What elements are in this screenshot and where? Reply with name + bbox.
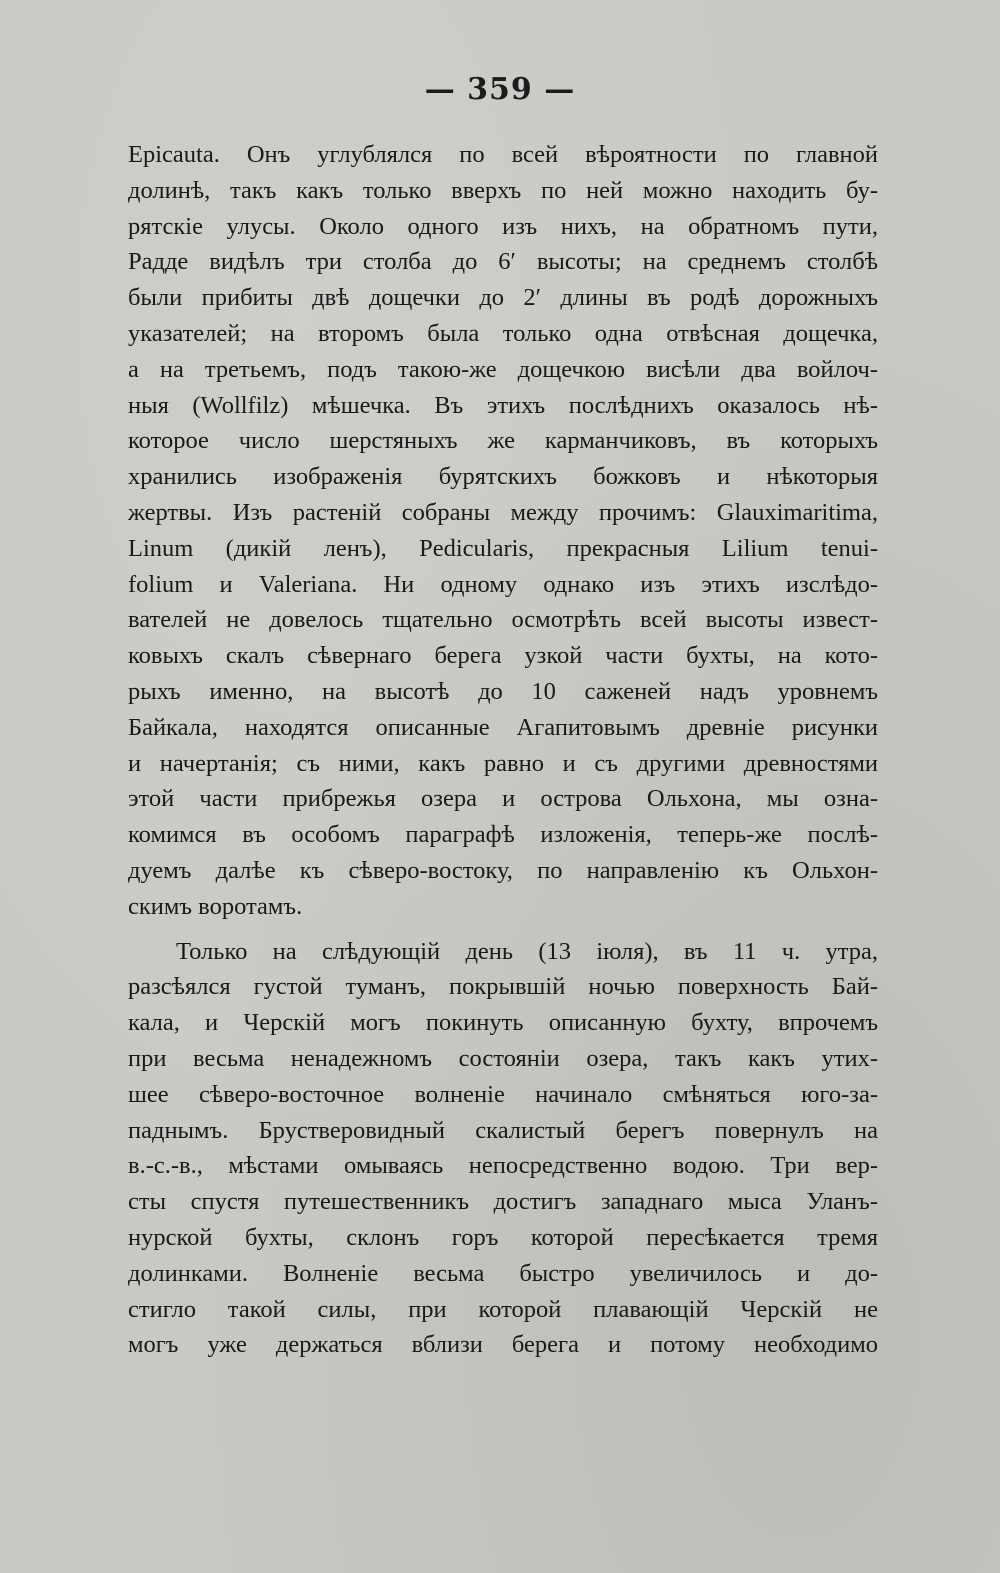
text-line: нурской бухты, склонъ горъ которой пересѣкается тремя <box>128 1223 878 1251</box>
text-line: кала, и Черскій могъ покинуть описанную бухту, впрочемъ <box>128 1009 878 1037</box>
text-line: при весьма ненадежномъ состояніи озера, такъ какъ утих- <box>128 1044 878 1072</box>
page-number: — 359 — <box>424 72 576 107</box>
text-line: вателей не довелось тщательно осмотрѣть всей высоты извест- <box>128 606 878 634</box>
text-line: дуемъ далѣе къ сѣверо-востоку, по направленію къ Ольхон- <box>128 856 878 884</box>
text-line: а на третьемъ, подъ такою-же дощечкою висѣли два войлоч- <box>128 355 878 383</box>
text-line: ныя (Wollfilz) мѣшечка. Въ этихъ послѣднихъ оказалось нѣ- <box>128 391 878 419</box>
text-line: Linum (дикій ленъ), Pedicularis, прекрасныя Lilium tenui- <box>128 534 878 562</box>
text-line: и начертанія; съ ними, какъ равно и съ другими древностями <box>128 749 878 777</box>
text-line: указателей; на второмъ была только одна отвѣсная дощечка, <box>128 319 878 347</box>
paragraph <box>128 137 878 925</box>
text-line: разсѣялся густой туманъ, покрывшій ночью поверхность Бай- <box>128 973 878 1001</box>
text-line: долинками. Волненіе весьма быстро увеличилось и до- <box>128 1259 878 1287</box>
text-line: Радде видѣлъ три столба до 6′ высоты; на среднемъ столбѣ <box>128 248 878 276</box>
text-line: folium и Valeriana. Ни одному однако изъ этихъ изслѣдо- <box>128 570 878 598</box>
text-line: Epicauta. Онъ углублялся по всей вѣроятности по главной <box>128 141 878 168</box>
text-line: комимся въ особомъ параграфѣ изложенія, теперь-же послѣ- <box>128 821 878 849</box>
text-line: этой части прибрежья озера и острова Ольхона, мы озна- <box>128 785 878 813</box>
body-text <box>128 137 878 1363</box>
text-line: паднымъ. Брустверовидный скалистый берегъ повернулъ на <box>128 1116 878 1144</box>
text-line: в.-с.-в., мѣстами омываясь непосредственно водою. Три вер- <box>128 1152 878 1180</box>
text-line: сты спустя путешественникъ достигъ западнаго мыса Уланъ- <box>128 1188 878 1216</box>
text-line: стигло такой силы, при которой плавающій Черскій не <box>128 1295 878 1323</box>
text-line: долинѣ, такъ какъ только вверхъ по ней можно находить бу- <box>128 176 878 204</box>
text-line: рыхъ именно, на высотѣ до 10 саженей надъ уровнемъ <box>128 677 878 705</box>
text-line: могъ уже держаться вблизи берега и потому необходимо <box>128 1331 878 1359</box>
text-line: хранились изображенія бурятскихъ божковъ и нѣкоторыя <box>128 463 878 491</box>
text-line: были прибиты двѣ дощечки до 2′ длины въ родѣ дорожныхъ <box>128 284 878 312</box>
paragraph <box>128 934 878 1364</box>
paragraph-gap <box>128 925 878 934</box>
text-line: которое число шерстяныхъ же карманчиковъ, въ которыхъ <box>128 427 878 455</box>
text-line: ковыхъ скалъ сѣвернаго берега узкой части бухты, на кото- <box>128 642 878 670</box>
text-line: Только на слѣдующій день (13 іюля), въ 11 ч. утра, <box>176 937 878 965</box>
text-line: жертвы. Изъ растеній собраны между прочимъ: Glauximaritima, <box>128 498 878 526</box>
text-line: Байкала, находятся описанные Агапитовымъ древніе рисунки <box>128 713 878 741</box>
text-line: скимъ воротамъ. <box>128 892 303 920</box>
text-line: рятскіе улусы. Около одного изъ нихъ, на обратномъ пути, <box>128 212 878 240</box>
text-line: шее сѣверо-восточное волненіе начинало смѣняться юго-за- <box>128 1080 878 1108</box>
